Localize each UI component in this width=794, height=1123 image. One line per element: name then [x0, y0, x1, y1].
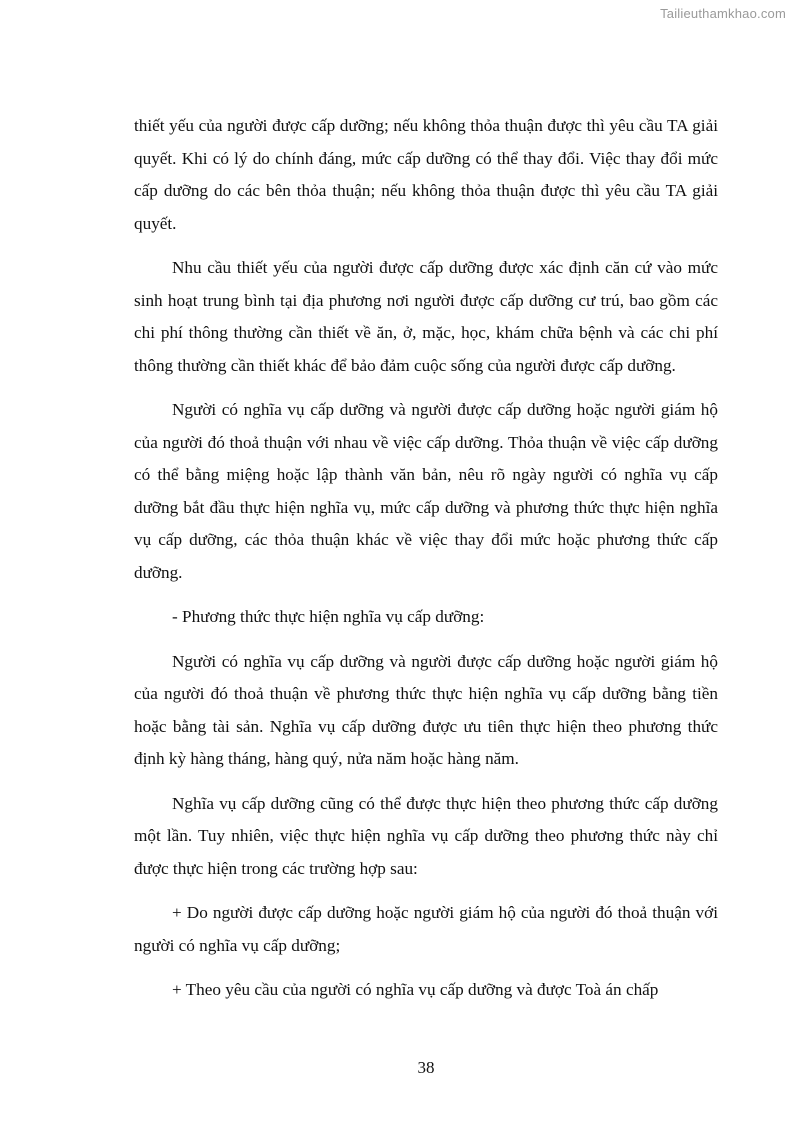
paragraph: Người có nghĩa vụ cấp dưỡng và người được cấp dưỡng hoặc người giám hộ của người đó thoả thuận với nhau về việc cấp dưỡng. Thỏa thuận về việc cấp dưỡng có thể bằng miệng hoặc lập thành văn bản, nêu rõ ngày người có nghĩa vụ cấp dưỡng bắt đầu thực hiện nghĩa vụ, mức cấp dưỡng và phương thức thực hiện nghĩa vụ cấp dưỡng, các thỏa thuận khác về việc thay đổi mức hoặc phương thức cấp dưỡng. — [134, 400, 718, 582]
paragraph: Nghĩa vụ cấp dưỡng cũng có thể được thực hiện theo phương thức cấp dưỡng một lần. Tuy nhiên, việc thực hiện nghĩa vụ cấp dưỡng theo phương thức này chỉ được thực hiện trong các trường hợp sau: — [134, 793, 718, 878]
document-body — [134, 110, 718, 1019]
paragraph: Người có nghĩa vụ cấp dưỡng và người được cấp dưỡng hoặc người giám hộ của người đó thoả thuận về phương thức thực hiện nghĩa vụ cấp dưỡng bằng tiền hoặc bằng tài sản. Nghĩa vụ cấp dưỡng được ưu tiên thực hiện theo phương thức định kỳ hàng tháng, hàng quý, nửa năm hoặc hàng năm. — [134, 651, 718, 768]
page-number: 38 — [417, 1058, 435, 1077]
paragraph: + Do người được cấp dưỡng hoặc người giám hộ của người đó thoả thuận với người có nghĩa vụ cấp dưỡng; — [134, 903, 718, 955]
paragraph: thiết yếu của người được cấp dưỡng; nếu không thỏa thuận được thì yêu cầu TA giải quyết. Khi có lý do chính đáng, mức cấp dưỡng có thể thay đổi. Việc thay đổi mức cấp dưỡng do các bên thỏa thuận; nếu không thỏa thuận được thì yêu cầu TA giải quyết. — [134, 116, 718, 233]
paragraph: - Phương thức thực hiện nghĩa vụ cấp dưỡng: — [172, 607, 485, 626]
watermark-text: Tailieuthamkhao.com — [660, 6, 786, 21]
paragraph: + Theo yêu cầu của người có nghĩa vụ cấp dưỡng và được Toà án chấp — [172, 980, 659, 999]
paragraph: Nhu cầu thiết yếu của người được cấp dưỡng được xác định căn cứ vào mức sinh hoạt trung bình tại địa phương nơi người được cấp dưỡng cư trú, bao gồm các chi phí thông thường cần thiết về ăn, ở, mặc, học, khám chữa bệnh và các chi phí thông thường cần thiết khác để bảo đảm cuộc sống của người được cấp dưỡng. — [134, 258, 718, 375]
